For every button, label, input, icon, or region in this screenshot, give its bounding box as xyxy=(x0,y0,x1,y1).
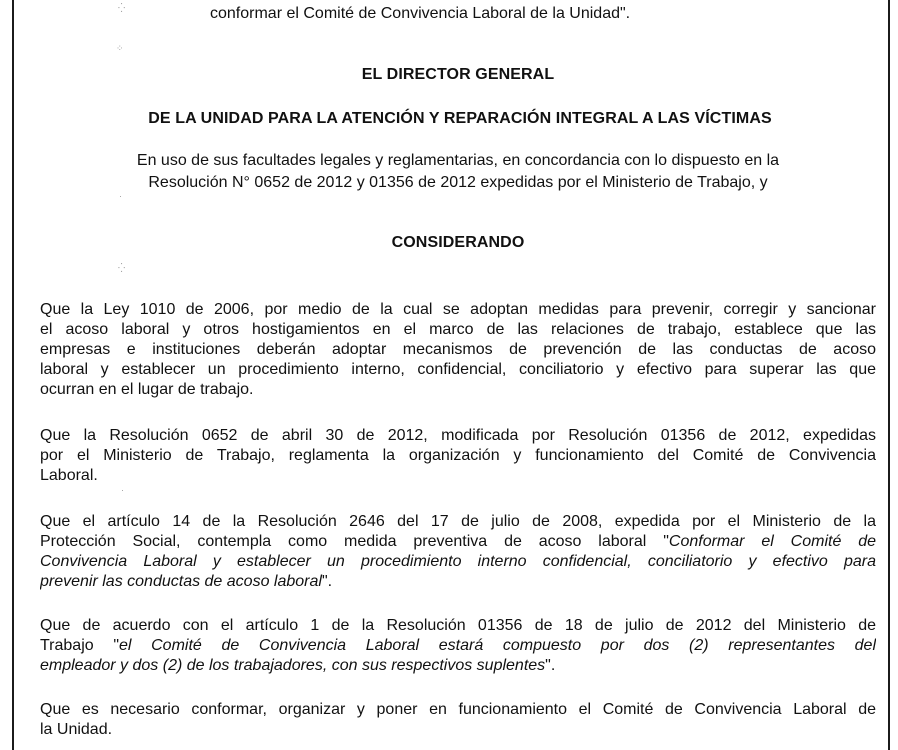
document-heading-unit: DE LA UNIDAD PARA LA ATENCIÓN Y REPARACIÓN INTEGRAL A LAS VÍCTIMAS xyxy=(148,110,772,127)
page-left-border xyxy=(12,0,14,750)
quoted-text: empleador y dos (2) de los trabajadores, con sus respectivos suplentes xyxy=(40,657,546,674)
quoted-text-line: Convivencia Laboral y establecer un procedimiento interno confidencial, conciliatorio y efectivo para xyxy=(40,553,876,570)
paragraph-ley-1010 xyxy=(40,300,876,400)
text-line: Que la Ley 1010 de 2006, por medio de la cual se adoptan medidas para prevenir, corregir y sancionar xyxy=(40,301,876,318)
quoted-text: Conformar el Comité de xyxy=(668,533,876,550)
paragraph-conformar-comite xyxy=(40,700,876,740)
text-line: por el Ministerio de Trabajo, reglamenta la organización y funcionamiento del Comité de Convivencia xyxy=(40,447,876,464)
document-heading-director: EL DIRECTOR GENERAL xyxy=(361,66,555,83)
text-line: la Unidad. xyxy=(40,721,113,738)
text-line: empresas e instituciones deberán adoptar mecanismos de prevención de las conductas de acoso xyxy=(40,341,876,358)
scan-speck: ⁛ xyxy=(118,3,126,13)
text-line: laboral y establecer un procedimiento interno, confidencial, conciliatorio y efectivo para superar las que xyxy=(40,361,876,378)
text-line xyxy=(40,656,876,676)
cutoff-text-line: conformar el Comité de Convivencia Laboral de la Unidad". xyxy=(210,5,631,22)
text-segment: Protección Social, contempla como medida preventiva de acoso laboral " xyxy=(40,533,669,550)
authority-line-2: Resolución N° 0652 de 2012 y 01356 de 2012 expedidas por el Ministerio de Trabajo, y xyxy=(148,174,768,191)
scan-speck: ⁘ xyxy=(116,43,124,53)
paragraph-resolucion-01356 xyxy=(40,616,876,676)
text-line: Que la Resolución 0652 de abril 30 de 2012, modificada por Resolución 01356 de 2012, expedidas xyxy=(40,427,876,444)
quoted-text: prevenir las conductas de acoso laboral xyxy=(40,573,322,590)
page-right-border xyxy=(888,0,890,750)
text-line: Laboral. xyxy=(40,467,98,484)
scan-speck: · xyxy=(119,191,122,201)
quoted-text: el Comité de Convivencia Laboral estará compuesto por dos (2) representantes del xyxy=(119,637,876,654)
text-segment: Trabajo " xyxy=(40,637,119,654)
paragraph-resolucion-0652 xyxy=(40,426,876,486)
text-line: Que de acuerdo con el artículo 1 de la Resolución 01356 de 18 de julio de 2012 del Ministerio de xyxy=(40,617,876,634)
authority-line-1: En uso de sus facultades legales y reglamentarias, en concordancia con lo dispuesto en la xyxy=(136,152,780,169)
paragraph-resolucion-2646 xyxy=(40,512,876,592)
scan-speck: · xyxy=(121,485,124,495)
text-line: el acoso laboral y otros hostigamientos en el marco de las relaciones de trabajo, establece que las xyxy=(40,321,876,338)
text-line: ocurran en el lugar de trabajo. xyxy=(40,381,254,398)
text-line xyxy=(40,572,876,592)
scan-speck: ⁛ xyxy=(118,263,126,273)
text-line: Que el artículo 14 de la Resolución 2646 del 17 de julio de 2008, expedida por el Ministerio de la xyxy=(40,513,876,530)
text-segment: ". xyxy=(545,657,556,674)
considerando-heading: CONSIDERANDO xyxy=(391,234,525,251)
text-line: Que es necesario conformar, organizar y poner en funcionamiento el Comité de Convivencia Laboral de xyxy=(40,701,876,718)
text-segment: ". xyxy=(321,573,333,590)
text-line xyxy=(40,636,876,656)
text-line xyxy=(40,532,876,552)
